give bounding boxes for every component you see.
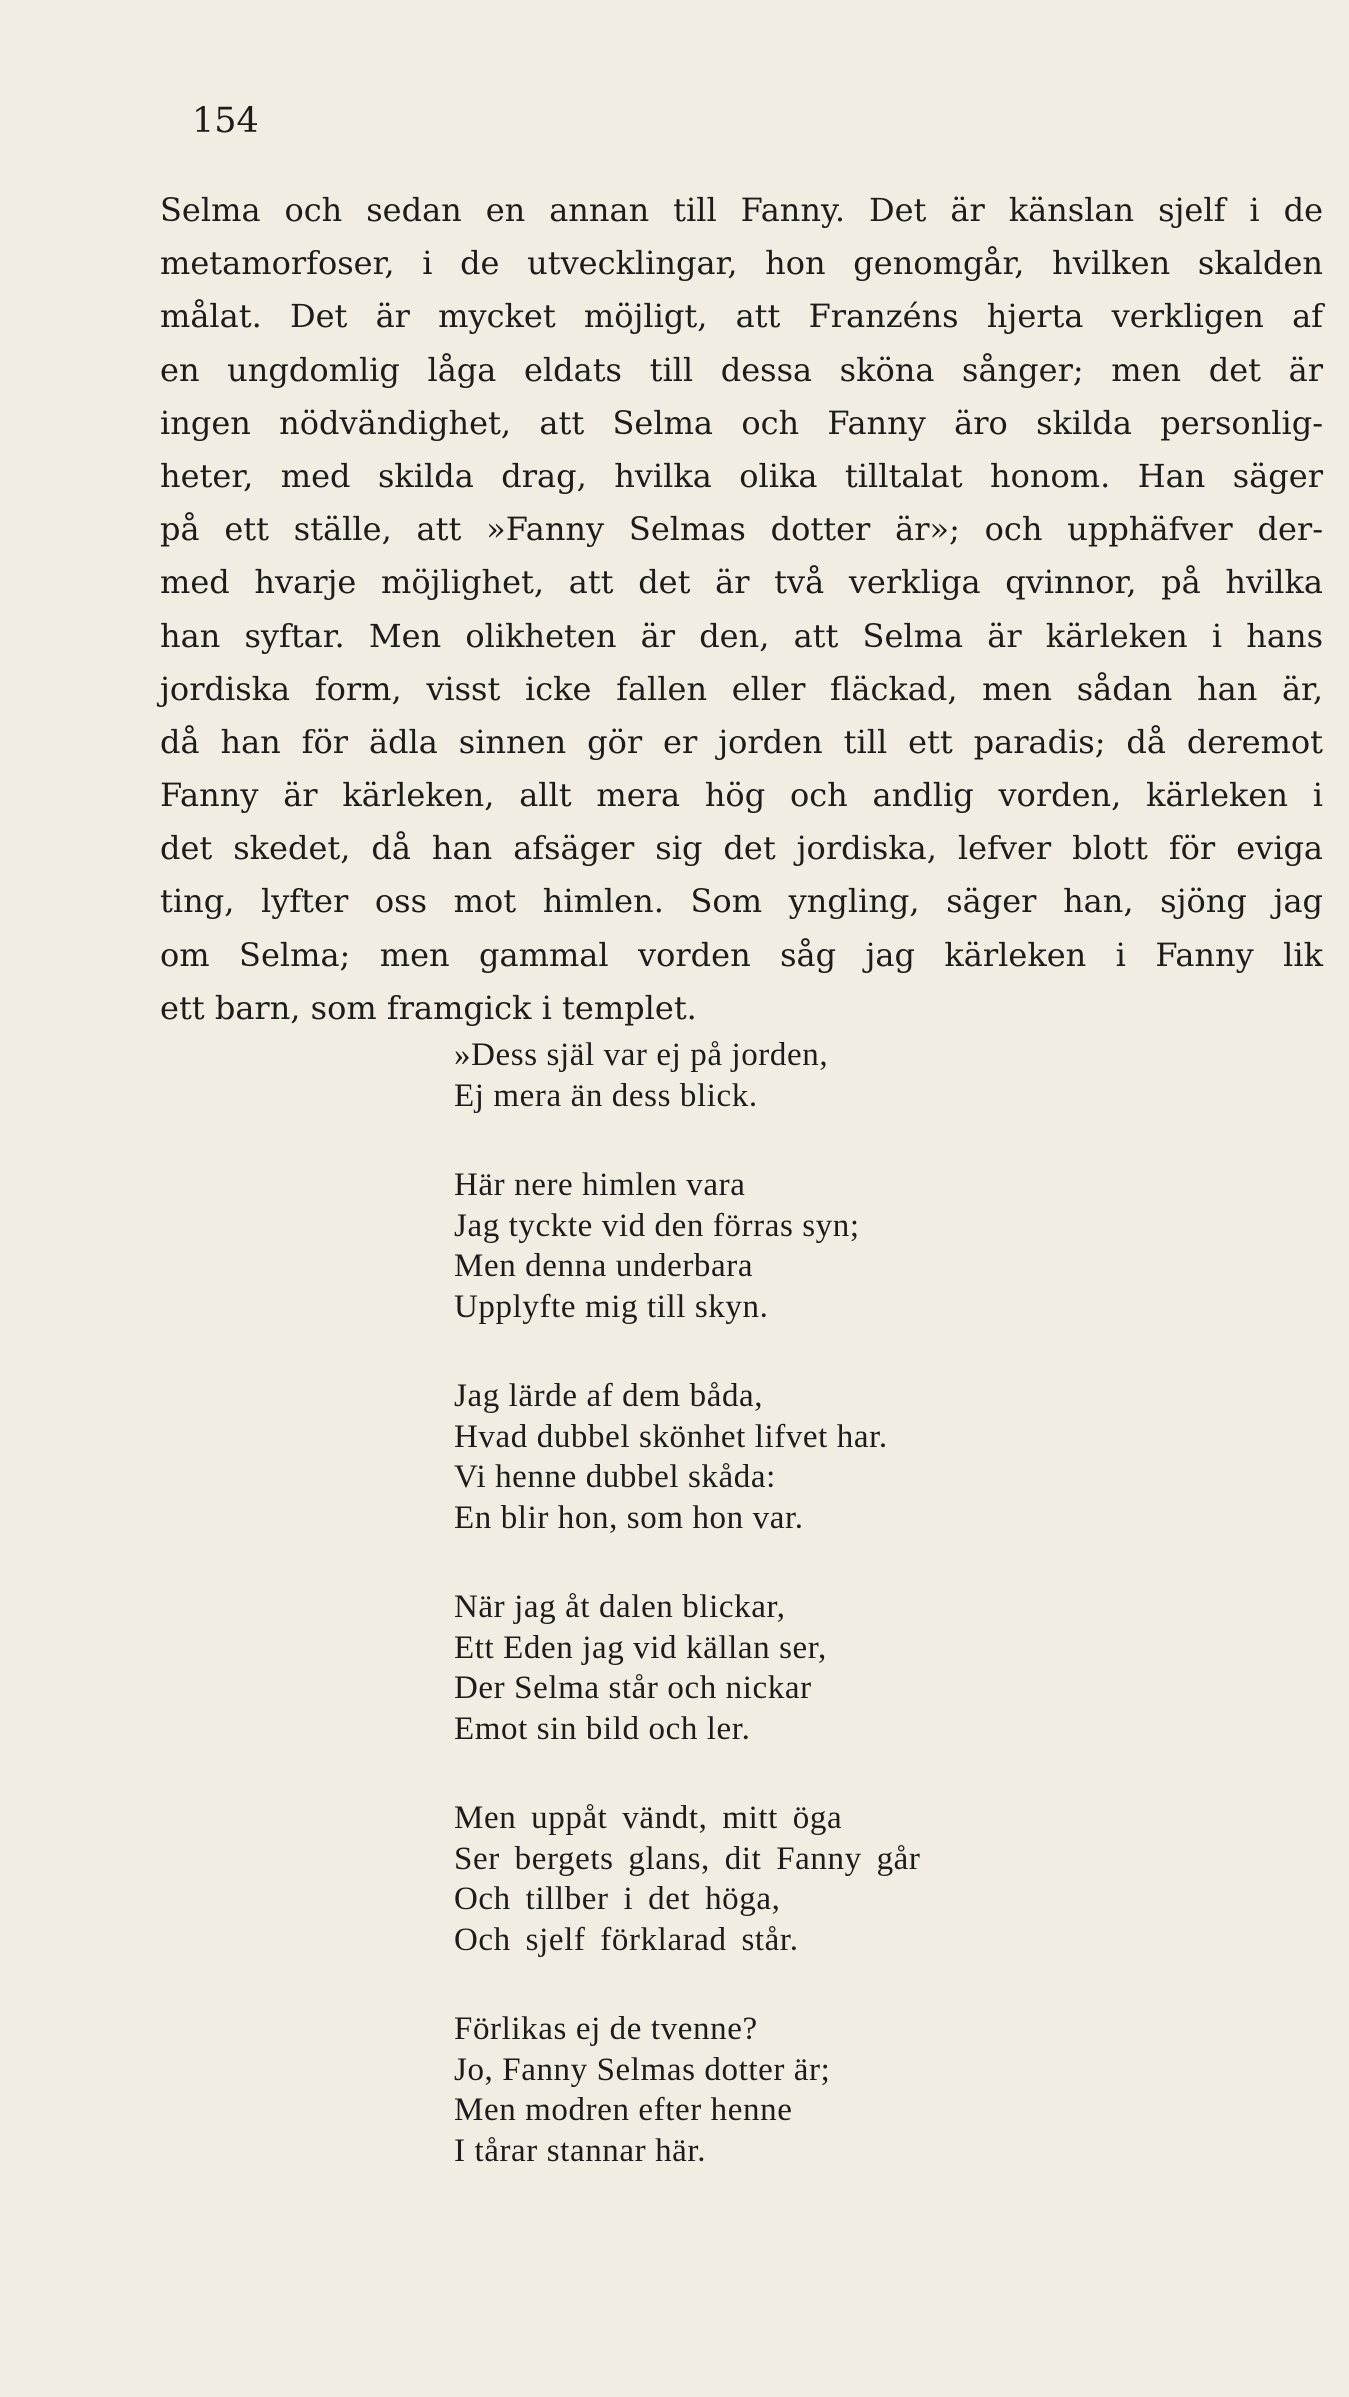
poem-line: Och sjelf förklarad står. (454, 1921, 799, 1958)
prose-line: på ett ställe, att »Fanny Selmas dotter är»; och upphäfver der- (160, 510, 1323, 549)
poem-line: Jag lärde af dem båda, (454, 1378, 764, 1414)
poem-line: Jag tyckte vid den förras syn; (454, 1207, 860, 1244)
poem-line: I tårar stannar här. (454, 2132, 707, 2169)
prose-line: Fanny är kärleken, allt mera hög och andlig vorden, kärleken i (160, 776, 1323, 815)
poem-line: Hvad dubbel skönhet lifvet har. (454, 1418, 888, 1455)
poem-stanza (454, 1376, 921, 1538)
poem-line: Och tillber i det höga, (454, 1881, 781, 1917)
prose-line: jordiska form, visst icke fallen eller fläckad, men sådan han är, (160, 669, 1323, 708)
poem-stanza (454, 1035, 921, 1116)
prose-line: Selma och sedan en annan till Fanny. Det är känslan sjelf i de (160, 191, 1323, 229)
poem-stanza (454, 1798, 921, 1960)
poem (454, 1035, 921, 2220)
poem-line: Men modren efter henne (454, 2092, 793, 2128)
prose-line: han syftar. Men olikheten är den, att Selma är kärleken i hans (160, 616, 1323, 655)
poem-line: När jag åt dalen blickar, (454, 1589, 786, 1625)
prose-line: målat. Det är mycket möjligt, att Franzéns hjerta verkligen af (160, 297, 1323, 336)
prose-line: ting, lyfter oss mot himlen. Som yngling, säger han, sjöng jag (160, 882, 1323, 921)
poem-line: Vi henne dubbel skåda: (454, 1459, 776, 1495)
prose-line: ett barn, som framgick i templet. (160, 988, 697, 1027)
poem-line: Förlikas ej de tvenne? (454, 2011, 758, 2047)
poem-line: Emot sin bild och ler. (454, 1710, 751, 1747)
prose-line: då han för ädla sinnen gör er jorden till ett paradis; då deremot (160, 722, 1323, 761)
prose-line: om Selma; men gammal vorden såg jag kärleken i Fanny lik (160, 935, 1323, 974)
poem-line: Ej mera än dess blick. (454, 1077, 758, 1114)
prose-line: ingen nödvändighet, att Selma och Fanny äro skilda personlig- (160, 403, 1323, 442)
page-number: 154 (192, 101, 259, 141)
poem-line: En blir hon, som hon var. (454, 1499, 804, 1536)
poem-line: Ett Eden jag vid källan ser, (454, 1629, 827, 1666)
prose-line: heter, med skilda drag, hvilka olika tilltalat honom. Han säger (160, 456, 1323, 495)
prose-line: metamorfoser, i de utvecklingar, hon genomgår, hvilken skalden (160, 244, 1323, 283)
poem-stanza (454, 1587, 921, 1749)
prose-paragraph (160, 184, 1323, 1035)
poem-line: Men denna underbara (454, 1248, 754, 1284)
prose-line: en ungdomlig låga eldats till dessa sköna sånger; men det är (160, 350, 1323, 389)
poem-line: Men uppåt vändt, mitt öga (454, 1800, 843, 1836)
poem-line: Upplyfte mig till skyn. (454, 1288, 769, 1325)
prose-line: det skedet, då han afsäger sig det jordiska, lefver blott för eviga (160, 829, 1323, 868)
poem-stanza (454, 1165, 921, 1327)
poem-line: Ser bergets glans, dit Fanny går (454, 1840, 921, 1877)
poem-line: Jo, Fanny Selmas dotter är; (454, 2051, 831, 2088)
poem-stanza (454, 2009, 921, 2171)
poem-line: Der Selma står och nickar (454, 1670, 812, 1706)
prose-line: med hvarje möjlighet, att det är två verkliga qvinnor, på hvilka (160, 563, 1323, 602)
poem-line: »Dess själ var ej på jorden, (454, 1037, 829, 1073)
poem-line: Här nere himlen vara (454, 1167, 746, 1203)
